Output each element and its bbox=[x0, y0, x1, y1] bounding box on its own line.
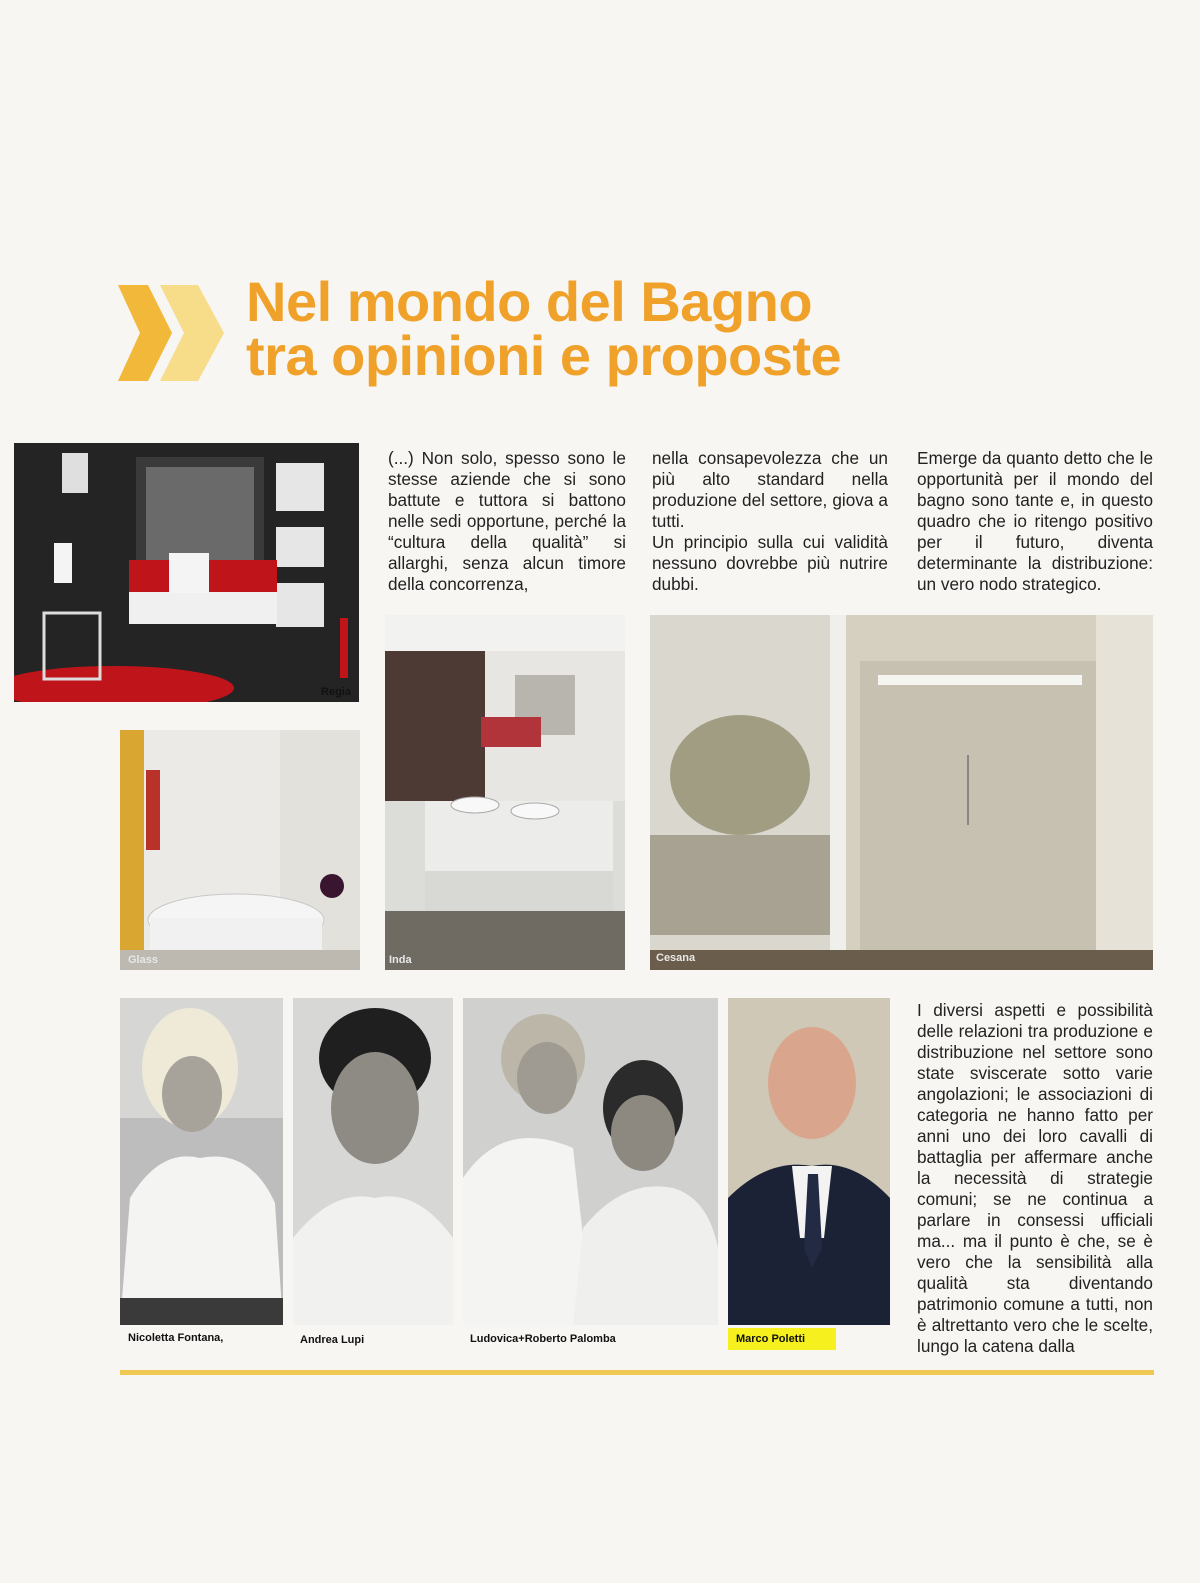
bottom-rule bbox=[120, 1370, 1154, 1375]
caption-poletti: Marco Poletti bbox=[736, 1333, 806, 1345]
title-line-1: Nel mondo del Bagno bbox=[246, 270, 813, 333]
article-column-2-para-2: Un principio sulla cui validità nessuno dovrebbe più nutrire dubbi. bbox=[652, 532, 888, 594]
portrait-lupi bbox=[293, 998, 453, 1325]
caption-lupi: Andrea Lupi bbox=[300, 1334, 365, 1346]
article-column-2 bbox=[652, 448, 888, 595]
inda-photo bbox=[385, 615, 625, 970]
title-line-2: tra opinioni e proposte bbox=[246, 324, 842, 387]
caption-palomba: Ludovica+Roberto Palomba bbox=[470, 1333, 616, 1345]
caption-regia: Regia bbox=[321, 686, 351, 698]
cesana-photo bbox=[650, 615, 1153, 970]
headline-block bbox=[118, 270, 918, 395]
portrait-palomba bbox=[463, 998, 718, 1325]
portrait-poletti bbox=[728, 998, 890, 1325]
article-column-4: I diversi aspetti e possibilità delle relazioni tra produzione e distribuzione nel settore sono state sviscerate sotto varie angolazioni; le associazioni di categoria ne hanno fatto per anni uno dei loro cavalli di battaglia per affermare anche la necessità di strategie comuni; se ne continua a parlare in consessi ufficiali ma... ma il punto è che, se è vero che la sensibilità alla qualità sta diventando patrimonio comune a tutti, non è altrettanto vero che le scelte, lungo la catena dalla bbox=[917, 1000, 1153, 1356]
caption-glass: Glass bbox=[128, 954, 158, 966]
glass-photo bbox=[120, 730, 360, 970]
page-title bbox=[246, 270, 842, 387]
caption-cesana: Cesana bbox=[656, 952, 696, 964]
article-column-2-para-1: nella consapevolezza che un più alto standard nella produzione del settore, giova a tutti. bbox=[652, 448, 888, 531]
regia-photo bbox=[14, 443, 359, 702]
portrait-fontana bbox=[120, 998, 283, 1325]
article-column-3: Emerge da quanto detto che le opportunità per il mondo del bagno sono tante e, in questo quadro che io ritengo positivo per il futuro, diventa determinante la distribuzione: un vero nodo strategico. bbox=[917, 448, 1153, 594]
caption-inda: Inda bbox=[389, 954, 412, 966]
article-column-1: (...) Non solo, spesso sono le stesse aziende che si sono battute e tuttora si battono nelle sedi opportune, perché la “cultura della qualità” si allarghi, senza alcun timore della concorrenza, bbox=[388, 448, 626, 594]
chevron-arrows-icon bbox=[118, 281, 238, 385]
caption-fontana: Nicoletta Fontana, bbox=[128, 1332, 224, 1344]
